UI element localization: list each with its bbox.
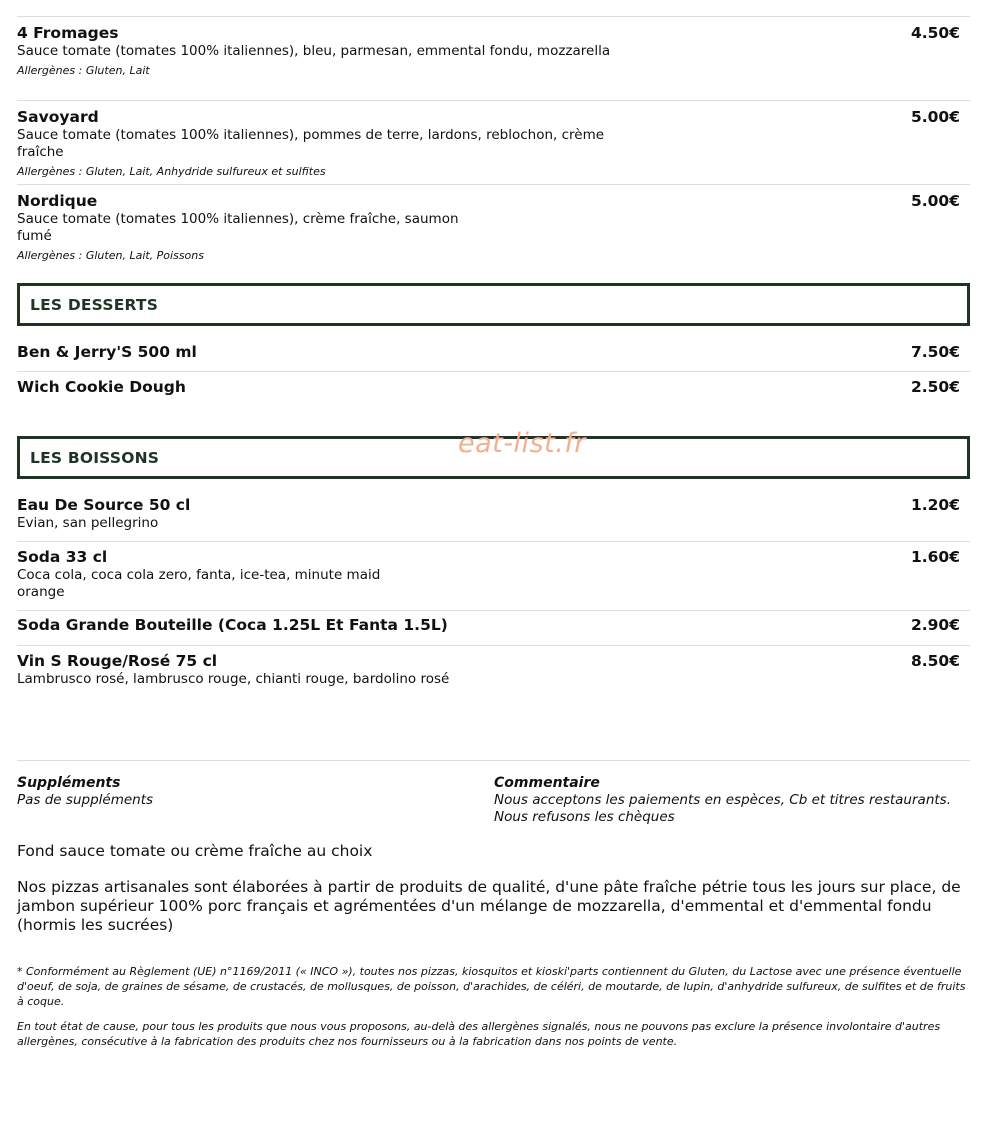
menu-item-ben-jerrys[interactable] (17, 337, 970, 372)
item-description: Sauce tomate (tomates 100% italiennes), bleu, parmesan, emmental fondu, mozzarella (17, 43, 611, 59)
item-description: Sauce tomate (tomates 100% italiennes), pommes de terre, lardons, reblochon, crème fraîche (17, 127, 605, 160)
commentaire-title: Commentaire (494, 775, 600, 791)
commentaire-line-2: Nous refusons les chèques (494, 809, 675, 825)
item-price: 4.50€ (910, 24, 960, 42)
item-price: 5.00€ (910, 108, 960, 126)
item-name: Savoyard (17, 108, 99, 126)
menu-item-vin[interactable] (17, 646, 970, 712)
item-name: Soda 33 cl (17, 548, 108, 566)
item-description: Evian, san pellegrino (17, 515, 159, 531)
section-title: LES DESSERTS (30, 295, 159, 314)
item-description: Sauce tomate (tomates 100% italiennes), crème fraîche, saumon fumé (17, 211, 459, 244)
item-price: 5.00€ (910, 192, 960, 210)
item-name: Nordique (17, 192, 98, 210)
item-name: Soda Grande Bouteille (Coca 1.25L Et Fanta 1.5L) (17, 616, 448, 634)
menu-page (17, 16, 970, 712)
section-desserts (17, 283, 970, 326)
menu-item-wich-cookie[interactable] (17, 372, 970, 418)
item-allergens: Allergènes : Gluten, Lait, Poissons (17, 249, 204, 262)
item-name: Vin S Rouge/Rosé 75 cl (17, 652, 218, 670)
item-price: 2.50€ (910, 378, 960, 396)
item-price: 7.50€ (910, 343, 960, 361)
menu-item-eau-de-source[interactable] (17, 491, 970, 542)
item-price: 2.90€ (910, 616, 960, 634)
item-description: Coca cola, coca cola zero, fanta, ice-tea, minute maid orange (17, 567, 381, 600)
commentaire-block (494, 775, 951, 826)
item-price: 1.20€ (910, 496, 960, 514)
footnote-disclaimer: En tout état de cause, pour tous les produits que nous vous proposons, au-delà des allergènes signalés, nous ne pouvons pas exclure la présence involontaire d'autres allergènes, consécutive à la fabrication des produits chez nos fournisseurs ou à la fabrication dans nos points de vente. (17, 1020, 941, 1048)
section-title: LES BOISSONS (30, 448, 160, 467)
item-price: 1.60€ (910, 548, 960, 566)
menu-item-nordique[interactable] (17, 185, 970, 268)
supplements-text: Pas de suppléments (17, 792, 154, 808)
info-columns (17, 760, 970, 825)
menu-item-soda-grande[interactable] (17, 611, 970, 646)
item-name: 4 Fromages (17, 24, 119, 42)
item-allergens: Allergènes : Gluten, Lait (17, 64, 150, 77)
artisan-text: Nos pizzas artisanales sont élaborées à partir de produits de qualité, d'une pâte fraîche pétrie tous les jours sur place, de jambon supérieur 100% porc français et agrémentées d'un mélange de mozzarella, d'emmental et d'emmental fondu (hormis les sucrées) (17, 878, 961, 934)
item-price: 8.50€ (910, 652, 960, 670)
footnote-allergens: * Conformément au Règlement (UE) n°1169/2011 (« INCO »), toutes nos pizzas, kiosquitos et kioski'parts contiennent du Gluten, du Lactose avec une présence éventuelle d'oeuf, de soja, de graines de sésame, de crustacés, de mollusques, de poisson, d'arachides, de céléri, de moutarde, de lupin, d'anhydride sulfureux, de sulfites et de fruits à coque. (17, 965, 966, 1008)
menu-item-soda-33cl[interactable] (17, 542, 970, 611)
item-name: Eau De Source 50 cl (17, 496, 191, 514)
item-description: Lambrusco rosé, lambrusco rouge, chianti rouge, bardolino rosé (17, 671, 450, 687)
supplements-title: Suppléments (17, 775, 121, 791)
watermark: eat-list.fr (458, 428, 586, 459)
commentaire-line-1: Nous acceptons les paiements en espèces, Cb et titres restaurants. (494, 792, 951, 808)
item-name: Ben & Jerry'S 500 ml (17, 343, 197, 361)
menu-item-savoyard[interactable] (17, 101, 970, 185)
item-allergens: Allergènes : Gluten, Lait, Anhydride sulfureux et sulfites (17, 165, 326, 178)
item-name: Wich Cookie Dough (17, 378, 186, 396)
fond-text: Fond sauce tomate ou crème fraîche au choix (17, 842, 373, 860)
menu-item-4-fromages[interactable] (17, 17, 970, 101)
supplements-block (17, 775, 153, 809)
